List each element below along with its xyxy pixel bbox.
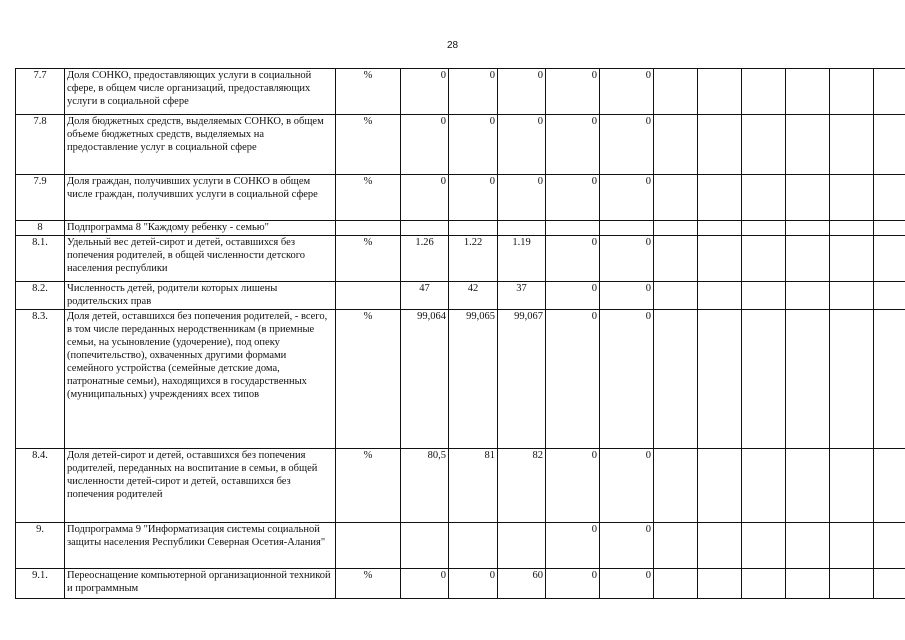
indicator-name: Численность детей, родители которых лишены родительских прав xyxy=(65,282,336,310)
value-cell-3: 0 xyxy=(498,175,546,221)
value-cell-1: 1.26 xyxy=(401,236,449,282)
empty-cell xyxy=(830,282,874,310)
empty-cell xyxy=(786,175,830,221)
empty-cell xyxy=(786,523,830,569)
empty-cell xyxy=(786,282,830,310)
value-cell-3: 82 xyxy=(498,449,546,523)
value-cell-1 xyxy=(401,221,449,236)
table-row xyxy=(16,569,905,599)
value-cell-4: 0 xyxy=(546,310,600,449)
value-cell-2: 42 xyxy=(449,282,498,310)
value-cell-5: 0 xyxy=(600,115,654,175)
value-cell-2: 99,065 xyxy=(449,310,498,449)
value-cell-4: 0 xyxy=(546,69,600,115)
value-cell-3 xyxy=(498,523,546,569)
empty-cell xyxy=(786,69,830,115)
indicator-name: Подпрограмма 8 "Каждому ребенку - семью" xyxy=(65,221,336,236)
empty-cell xyxy=(830,175,874,221)
unit-cell xyxy=(336,282,401,310)
row-number: 8 xyxy=(16,221,65,236)
table-row xyxy=(16,282,905,310)
empty-cell xyxy=(654,221,698,236)
value-cell-2: 81 xyxy=(449,449,498,523)
empty-cell xyxy=(786,310,830,449)
empty-cell xyxy=(698,236,742,282)
value-cell-1: 0 xyxy=(401,69,449,115)
empty-cell xyxy=(786,569,830,599)
empty-cell xyxy=(874,236,905,282)
table-row xyxy=(16,310,905,449)
empty-cell xyxy=(654,69,698,115)
indicator-name: Удельный вес детей-сирот и детей, оставшихся без попечения родителей, в общей численности детского населения республики xyxy=(65,236,336,282)
unit-cell: % xyxy=(336,175,401,221)
empty-cell xyxy=(874,523,905,569)
empty-cell xyxy=(874,175,905,221)
unit-cell: % xyxy=(336,69,401,115)
value-cell-5: 0 xyxy=(600,523,654,569)
empty-cell xyxy=(874,282,905,310)
value-cell-3: 0 xyxy=(498,115,546,175)
unit-cell: % xyxy=(336,449,401,523)
indicator-name: Доля детей, оставшихся без попечения родителей, - всего, в том числе переданных неродственникам (в приемные семьи, на усыновление (удочерение), под опеку (попечительство), охваченных другими формами семейного устройства (семейные детские дома, патронатные семьи), находящихся в государственных (муниципальных) учреждениях всех типов xyxy=(65,310,336,449)
value-cell-3 xyxy=(498,221,546,236)
empty-cell xyxy=(742,69,786,115)
empty-cell xyxy=(830,569,874,599)
empty-cell xyxy=(874,69,905,115)
empty-cell xyxy=(874,310,905,449)
empty-cell xyxy=(698,175,742,221)
table-row xyxy=(16,236,905,282)
row-number: 7.9 xyxy=(16,175,65,221)
value-cell-4: 0 xyxy=(546,115,600,175)
value-cell-1: 80,5 xyxy=(401,449,449,523)
value-cell-2 xyxy=(449,523,498,569)
value-cell-4 xyxy=(546,221,600,236)
value-cell-3: 1.19 xyxy=(498,236,546,282)
page-number: 28 xyxy=(446,40,459,51)
empty-cell xyxy=(654,449,698,523)
empty-cell xyxy=(742,115,786,175)
value-cell-2: 1.22 xyxy=(449,236,498,282)
empty-cell xyxy=(874,115,905,175)
empty-cell xyxy=(830,310,874,449)
empty-cell xyxy=(698,221,742,236)
empty-cell xyxy=(786,221,830,236)
row-number: 9. xyxy=(16,523,65,569)
unit-cell: % xyxy=(336,115,401,175)
empty-cell xyxy=(654,310,698,449)
value-cell-5: 0 xyxy=(600,69,654,115)
empty-cell xyxy=(830,69,874,115)
row-number: 8.3. xyxy=(16,310,65,449)
indicators-table xyxy=(15,68,905,599)
empty-cell xyxy=(698,115,742,175)
row-number: 8.4. xyxy=(16,449,65,523)
row-number: 8.2. xyxy=(16,282,65,310)
value-cell-1: 0 xyxy=(401,115,449,175)
empty-cell xyxy=(786,449,830,523)
empty-cell xyxy=(830,221,874,236)
unit-cell: % xyxy=(336,569,401,599)
empty-cell xyxy=(874,221,905,236)
value-cell-3: 99,067 xyxy=(498,310,546,449)
indicator-name: Переоснащение компьютерной организационной техникой и программным xyxy=(65,569,336,599)
value-cell-5: 0 xyxy=(600,449,654,523)
indicator-name: Доля СОНКО, предоставляющих услуги в социальной сфере, в общем числе организаций, предоставляющих услуги в социальной сфере xyxy=(65,69,336,115)
value-cell-4: 0 xyxy=(546,175,600,221)
empty-cell xyxy=(654,115,698,175)
unit-cell xyxy=(336,221,401,236)
value-cell-2: 0 xyxy=(449,175,498,221)
indicator-name: Подпрограмма 9 "Информатизация системы социальной защиты населения Республики Северная Осетия-Алания" xyxy=(65,523,336,569)
empty-cell xyxy=(830,115,874,175)
table-row xyxy=(16,523,905,569)
indicator-name: Доля детей-сирот и детей, оставшихся без попечения родителей, переданных на воспитание в семьи, в общей численности детей-сирот и детей, оставшихся без попечения родителей xyxy=(65,449,336,523)
value-cell-1: 99,064 xyxy=(401,310,449,449)
value-cell-3: 0 xyxy=(498,69,546,115)
value-cell-4: 0 xyxy=(546,282,600,310)
value-cell-1: 0 xyxy=(401,175,449,221)
table-row xyxy=(16,115,905,175)
empty-cell xyxy=(698,69,742,115)
empty-cell xyxy=(654,282,698,310)
value-cell-4: 0 xyxy=(546,236,600,282)
empty-cell xyxy=(698,569,742,599)
row-number: 9.1. xyxy=(16,569,65,599)
empty-cell xyxy=(742,282,786,310)
value-cell-2 xyxy=(449,221,498,236)
value-cell-3: 60 xyxy=(498,569,546,599)
empty-cell xyxy=(742,175,786,221)
indicator-name: Доля бюджетных средств, выделяемых СОНКО, в общем объеме бюджетных средств, выделяемых на предоставление услуг в социальной сфере xyxy=(65,115,336,175)
value-cell-5: 0 xyxy=(600,282,654,310)
empty-cell xyxy=(698,523,742,569)
empty-cell xyxy=(698,310,742,449)
table-row xyxy=(16,221,905,236)
table-row xyxy=(16,449,905,523)
row-number: 7.7 xyxy=(16,69,65,115)
value-cell-5: 0 xyxy=(600,569,654,599)
unit-cell: % xyxy=(336,236,401,282)
empty-cell xyxy=(698,449,742,523)
empty-cell xyxy=(786,115,830,175)
empty-cell xyxy=(698,282,742,310)
value-cell-4: 0 xyxy=(546,569,600,599)
value-cell-5: 0 xyxy=(600,236,654,282)
empty-cell xyxy=(742,221,786,236)
indicator-name: Доля граждан, получивших услуги в СОНКО в общем числе граждан, получивших услуги в социальной сфере xyxy=(65,175,336,221)
empty-cell xyxy=(830,449,874,523)
value-cell-2: 0 xyxy=(449,69,498,115)
empty-cell xyxy=(654,236,698,282)
value-cell-1: 47 xyxy=(401,282,449,310)
table-row xyxy=(16,69,905,115)
empty-cell xyxy=(654,569,698,599)
unit-cell: % xyxy=(336,310,401,449)
row-number: 7.8 xyxy=(16,115,65,175)
value-cell-2: 0 xyxy=(449,569,498,599)
value-cell-5: 0 xyxy=(600,310,654,449)
value-cell-4: 0 xyxy=(546,523,600,569)
value-cell-4: 0 xyxy=(546,449,600,523)
value-cell-5 xyxy=(600,221,654,236)
value-cell-1 xyxy=(401,523,449,569)
unit-cell xyxy=(336,523,401,569)
empty-cell xyxy=(742,236,786,282)
table-row xyxy=(16,175,905,221)
empty-cell xyxy=(654,175,698,221)
value-cell-5: 0 xyxy=(600,175,654,221)
empty-cell xyxy=(742,569,786,599)
empty-cell xyxy=(830,523,874,569)
empty-cell xyxy=(786,236,830,282)
value-cell-1: 0 xyxy=(401,569,449,599)
empty-cell xyxy=(874,569,905,599)
value-cell-3: 37 xyxy=(498,282,546,310)
empty-cell xyxy=(742,523,786,569)
empty-cell xyxy=(874,449,905,523)
row-number: 8.1. xyxy=(16,236,65,282)
value-cell-2: 0 xyxy=(449,115,498,175)
empty-cell xyxy=(830,236,874,282)
empty-cell xyxy=(742,310,786,449)
empty-cell xyxy=(742,449,786,523)
empty-cell xyxy=(654,523,698,569)
